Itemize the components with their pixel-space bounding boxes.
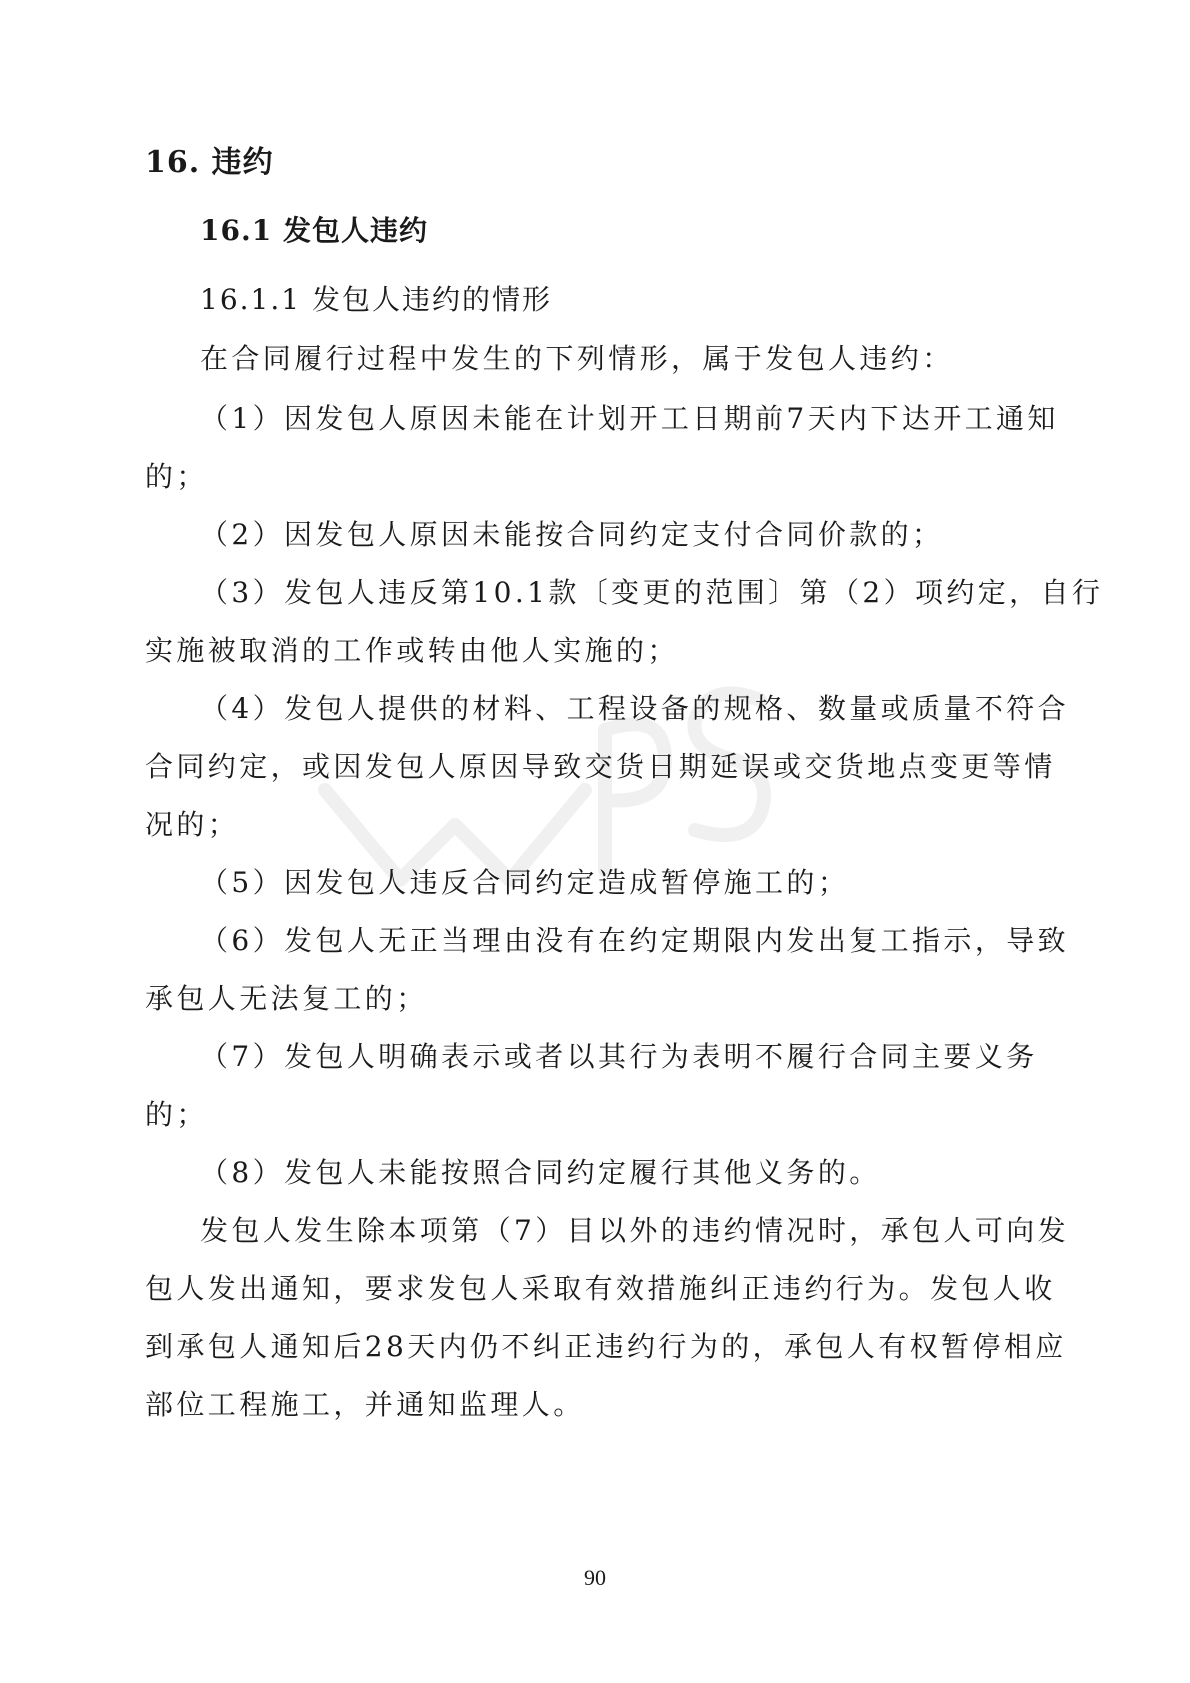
list-item: （5）因发包人违反合同约定造成暂停施工的； xyxy=(200,866,850,899)
closing-paragraph-line: 发包人发生除本项第（7）目以外的违约情况时，承包人可向发 xyxy=(200,1214,1070,1247)
list-item: 合同约定，或因发包人原因导致交货日期延误或交货地点变更等情 xyxy=(145,750,1056,783)
closing-paragraph-line: 包人发出通知，要求发包人采取有效措施纠正违约行为。发包人收 xyxy=(145,1272,1056,1305)
intro-paragraph: 在合同履行过程中发生的下列情形，属于发包人违约： xyxy=(200,342,954,375)
list-item: 况的； xyxy=(145,808,240,841)
list-item: （6）发包人无正当理由没有在约定期限内发出复工指示，导致 xyxy=(200,924,1070,957)
list-item: （3）发包人违反第10.1款〔变更的范围〕第（2）项约定，自行 xyxy=(200,576,1104,609)
list-item: （2）因发包人原因未能按合同约定支付合同价款的； xyxy=(200,518,944,551)
closing-paragraph-line: 部位工程施工，并通知监理人。 xyxy=(145,1388,585,1421)
list-item: （8）发包人未能按照合同约定履行其他义务的。 xyxy=(200,1156,881,1189)
list-item: 承包人无法复工的； xyxy=(145,982,428,1015)
list-item: （1）因发包人原因未能在计划开工日期前7天内下达开工通知 xyxy=(200,402,1059,435)
subsection-title: 16.1 发包人违约 xyxy=(200,214,428,247)
page-number: 90 xyxy=(584,1565,606,1590)
clause-title: 16.1.1 发包人违约的情形 xyxy=(200,283,552,316)
list-item: 实施被取消的工作或转由他人实施的； xyxy=(145,634,679,667)
list-item: （7）发包人明确表示或者以其行为表明不履行合同主要义务 xyxy=(200,1040,1038,1073)
closing-paragraph-line: 到承包人通知后28天内仍不纠正违约行为的，承包人有权暂停相应 xyxy=(145,1330,1067,1363)
list-item: 的； xyxy=(145,1098,208,1131)
list-item: （4）发包人提供的材料、工程设备的规格、数量或质量不符合 xyxy=(200,692,1070,725)
section-title: 16. 违约 xyxy=(145,145,274,180)
list-item: 的； xyxy=(145,460,208,493)
